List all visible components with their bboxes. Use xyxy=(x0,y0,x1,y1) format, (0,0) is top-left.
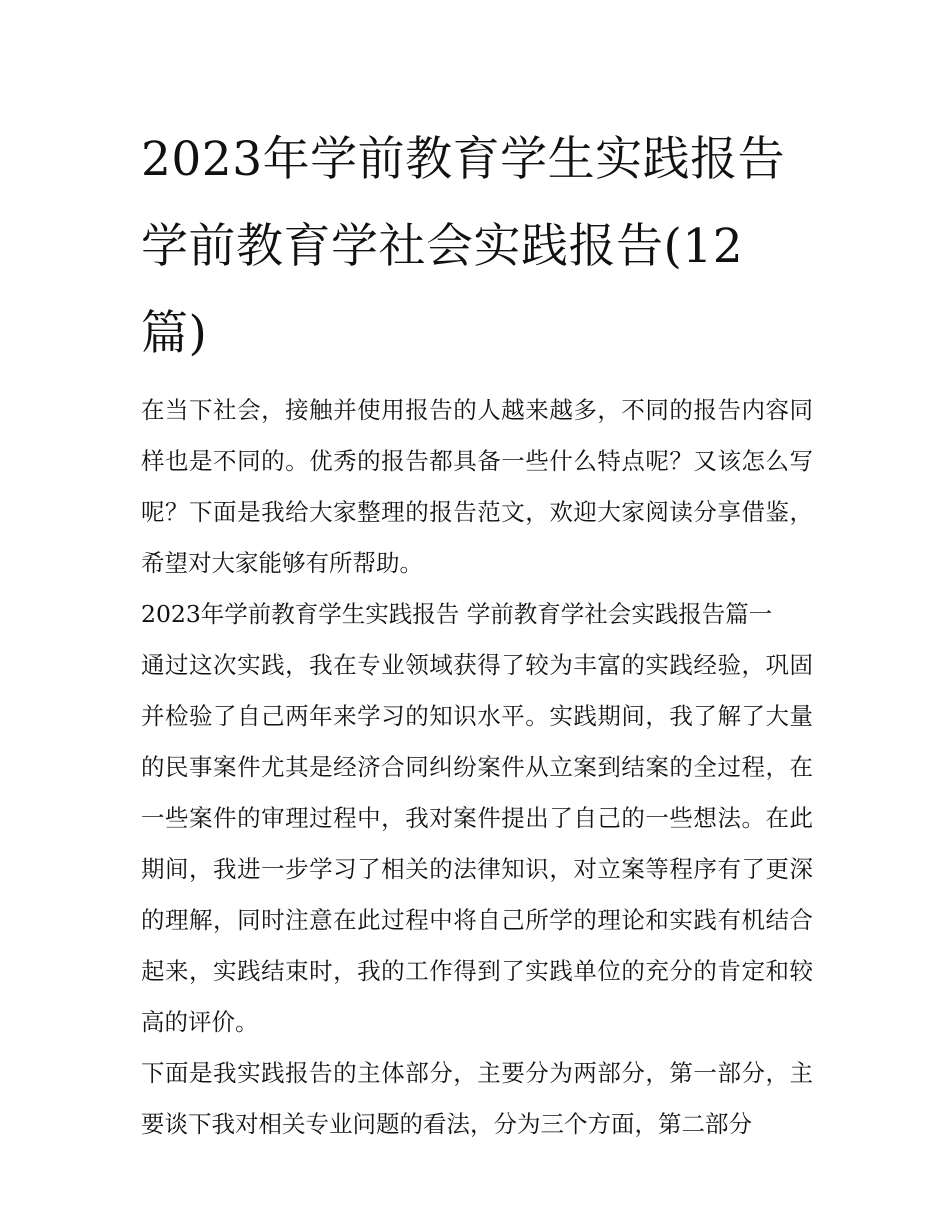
document-title xyxy=(141,116,813,377)
document-page xyxy=(141,116,813,1150)
title-line-1: 2023年学前教育学生实践报告 xyxy=(141,132,786,187)
section-heading: 2023年学前教育学生实践报告 学前教育学社会实践报告篇一 xyxy=(141,600,773,628)
body-paragraph-2: 下面是我实践报告的主体部分，主要分为两部分，第一部分，主要谈下我对相关专业问题的看法，分为三个方面，第二部分 xyxy=(141,1059,813,1138)
intro-paragraph: 在当下社会，接触并使用报告的人越来越多，不同的报告内容同样也是不同的。优秀的报告都具备一些什么特点呢？又该怎么写呢？下面是我给大家整理的报告范文，欢迎大家阅读分享借鉴，希望对大家能够有所帮助。 xyxy=(141,396,813,577)
body-paragraph-1: 通过这次实践，我在专业领域获得了较为丰富的实践经验，巩固并检验了自己两年来学习的知识水平。实践期间，我了解了大量的民事案件尤其是经济合同纠纷案件从立案到结案的全过程，在一些案件的审理过程中，我对案件提出了自己的一些想法。在此期间，我进一步学习了相关的法律知识，对立案等程序有了更深的理解，同时注意在此过程中将自己所学的理论和实践有机结合起来，实践结束时，我的工作得到了实践单位的充分的肯定和较高的评价。 xyxy=(141,651,813,1036)
title-line-2: 学前教育学社会实践报告(12 xyxy=(141,219,744,274)
title-line-3: 篇) xyxy=(141,306,208,361)
